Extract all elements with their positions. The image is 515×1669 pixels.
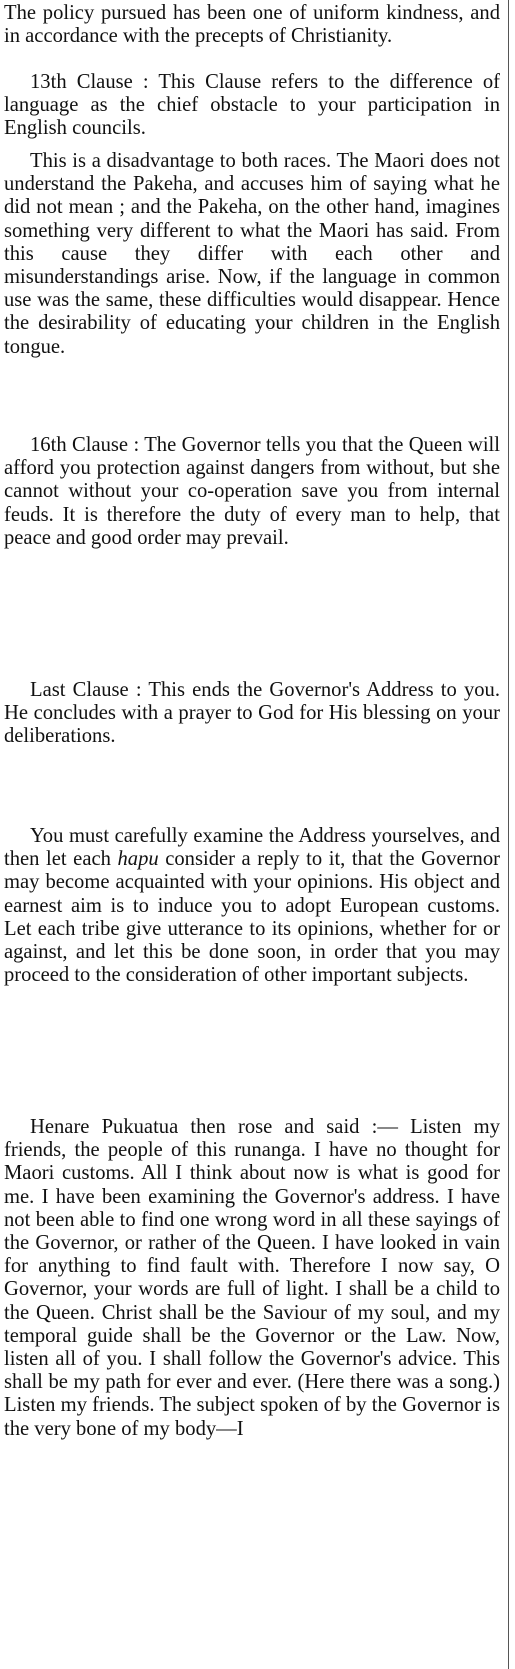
paragraph-examine-address-part-1: You must carefully examine the Address yourselves, and then let each bbox=[4, 825, 500, 871]
paragraph-examine-address bbox=[4, 825, 500, 987]
paragraph-last-clause: Last Clause : This ends the Governor's Address to you. He concludes with a prayer to God for His blessing on your deliberations. bbox=[4, 679, 500, 748]
paragraph-clause-16: 16th Clause : The Governor tells you that the Queen will afford you protection against dangers from without, but she cannot without your co-operation save you from internal feuds. It is therefore the duty of every man to help, that peace and good order may prevail. bbox=[4, 434, 500, 549]
hapu-term: hapu bbox=[117, 848, 159, 871]
paragraph-clause-13: 13th Clause : This Clause refers to the difference of language as the chief obstacle to your participation in English councils. bbox=[4, 71, 500, 140]
paragraph-language-disadvantage: This is a disadvantage to both races. The Maori does not understand the Pakeha, and accuses him of saying what he did not mean ; and the Pakeha, on the other hand, imagines something very different to what the Maori has said. From this cause they differ with each other and misunderstandings arise. Now, if the language in common use was the same, these difficulties would disappear. Hence the desirability of educating your children in the English tongue. bbox=[4, 150, 500, 358]
column-rule bbox=[508, 0, 509, 1669]
paragraph-henare-pukuatua-speech: Henare Pukuatua then rose and said :— Listen my friends, the people of this runanga. I have no thought for Maori customs. All I think about now is what is good for me. I have been examining the Governor's address. I have not been able to find one wrong word in all these sayings of the Governor, or rather of the Queen. I have looked in vain for anything to find fault with. Therefore I now say, O Governor, your words are full of light. I shall be a child to the Queen. Christ shall be the Saviour of my soul, and my temporal guide shall be the Governor or the Law. Now, listen all of you. I shall follow the Governor's advice. This shall be my path for ever and ever. (Here there was a song.) Listen my friends. The subject spoken of by the Governor is the very bone of my body—I bbox=[4, 1116, 500, 1440]
paragraph-examine-address-part-2: consider a reply to it, that the Governor may become acquainted with your opinions. His object and earnest aim is to induce you to adopt European customs. Let each tribe give utterance to its opinions, whether for or against, and let this be done soon, in order that you may proceed to the consideration of other important subjects. bbox=[4, 848, 500, 987]
paragraph-policy: The policy pursued has been one of uniform kindness, and in accordance with the precepts of Christianity. bbox=[4, 2, 500, 48]
